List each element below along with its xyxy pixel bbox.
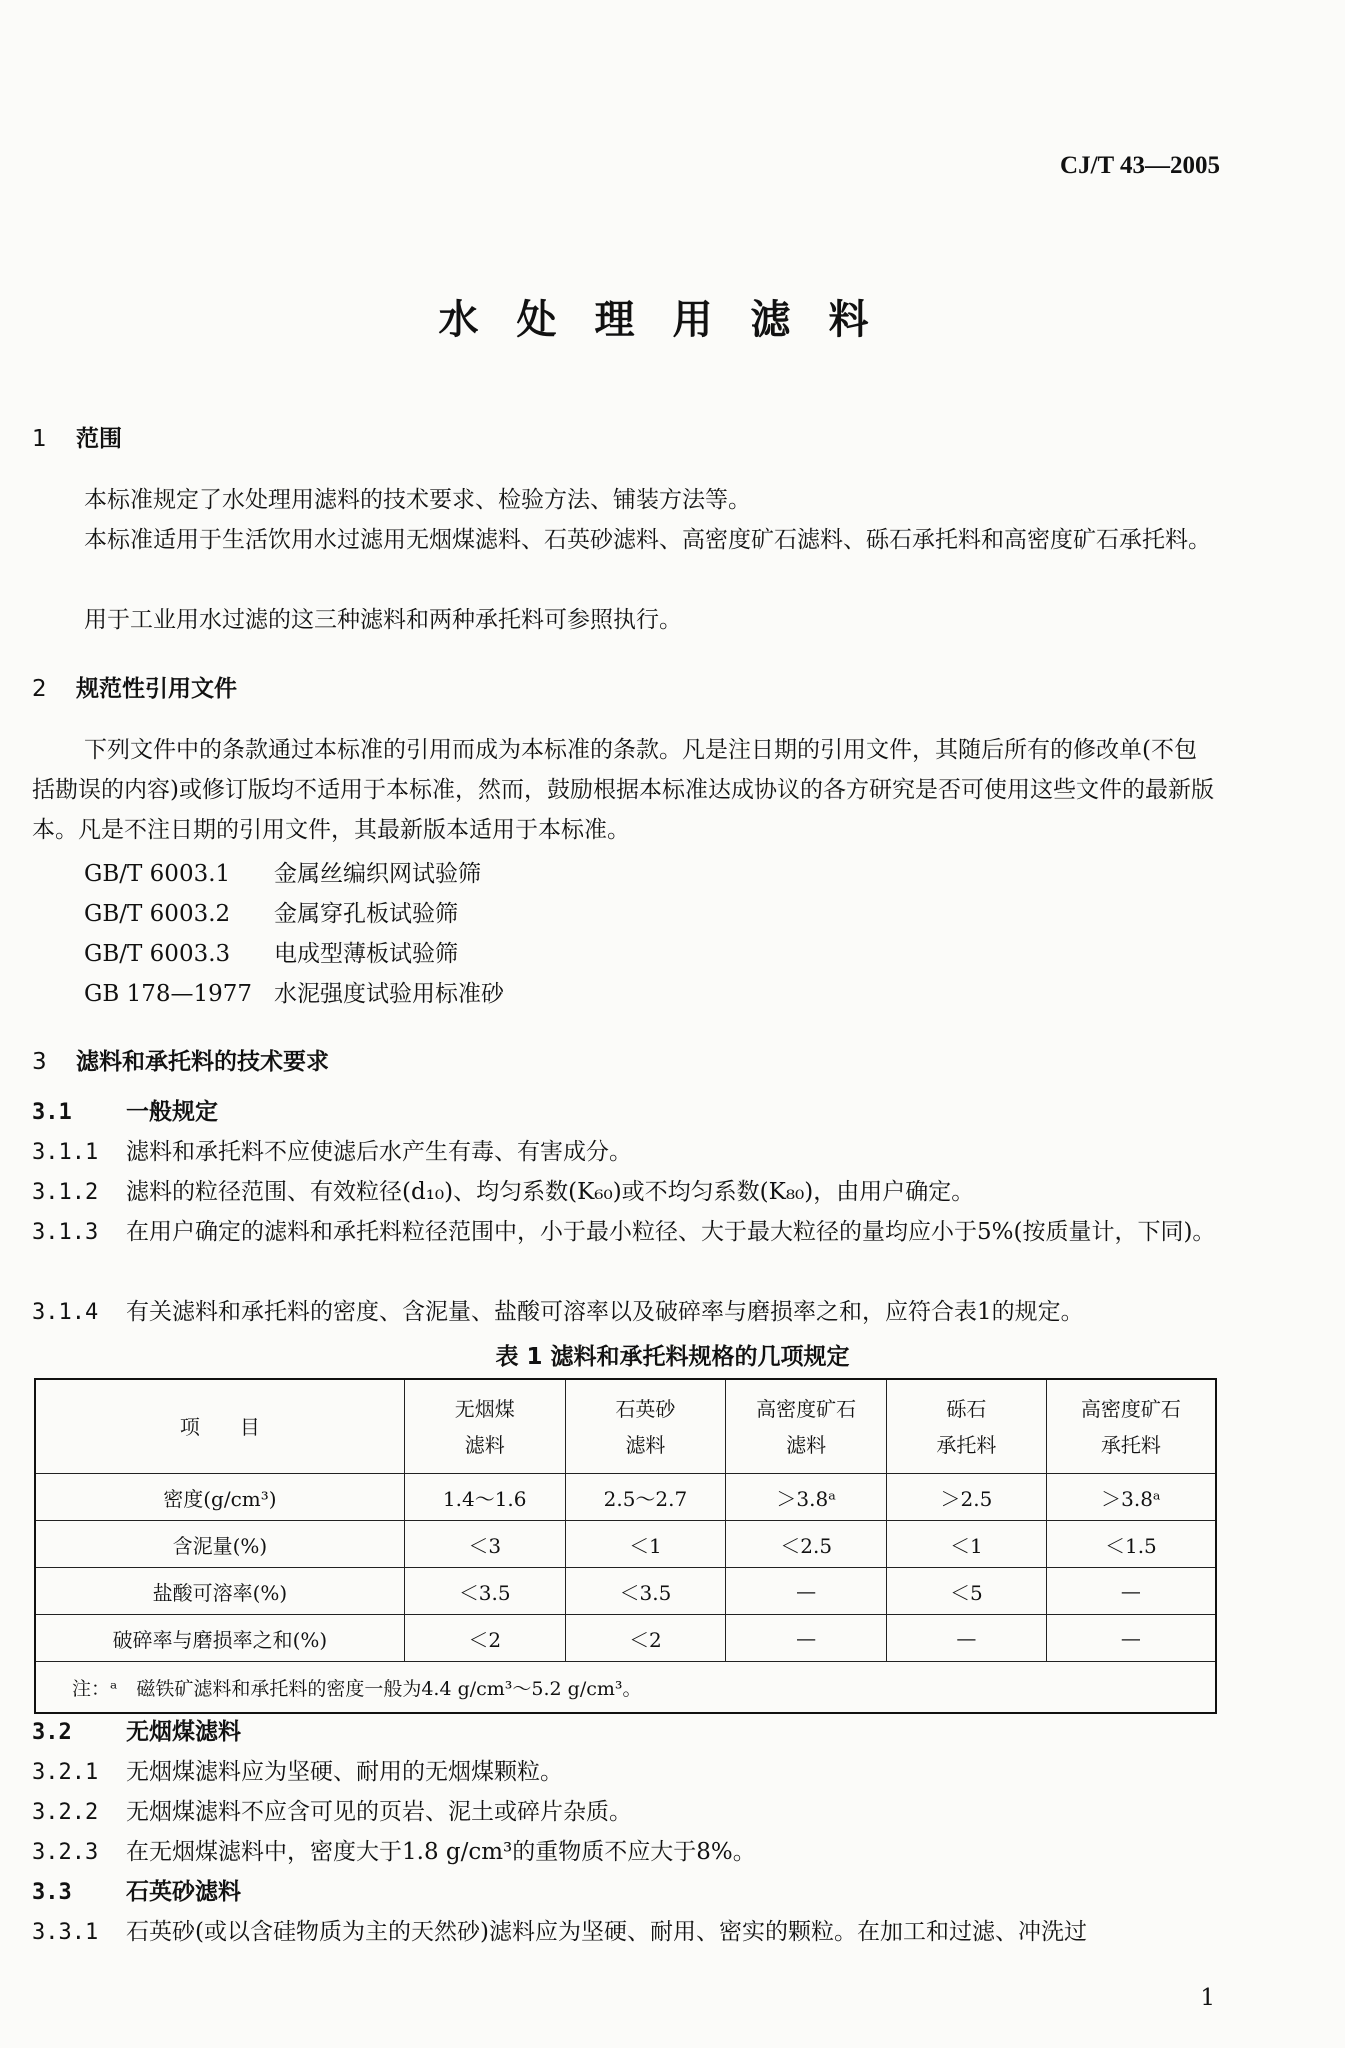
column-header-line: 滤料 (786, 1432, 827, 1457)
column-header-line: 高密度矿石 (1080, 1396, 1181, 1421)
paragraph: 用于工业用水过滤的这三种滤料和两种承托料可参照执行。 (84, 607, 682, 633)
clause-number: 3.1.2 (32, 1180, 99, 1205)
row-label: 密度(g/cm³) (35, 1474, 404, 1521)
section-title: 规范性引用文件 (76, 676, 237, 702)
clause-number: 3.3.1 (32, 1920, 99, 1945)
clause-text: 一般规定 (126, 1099, 218, 1125)
table-cell: — (1046, 1615, 1216, 1662)
reference-item (84, 935, 458, 968)
column-header-line: 承托料 (936, 1432, 997, 1457)
clause-number: 3.1.3 (32, 1220, 99, 1245)
reference-item (84, 855, 481, 888)
reference-code: GB/T 6003.3 (84, 941, 231, 967)
column-header (887, 1379, 1047, 1474)
clause-number: 3.3 (32, 1880, 72, 1905)
clause-text: 有关滤料和承托料的密度、含泥量、盐酸可溶率以及破碎率与磨损率之和，应符合表1的规定。 (126, 1299, 1084, 1325)
clause-number: 3.2.3 (32, 1840, 99, 1865)
section-number: 2 (32, 676, 47, 702)
row-label: 含泥量(%) (35, 1521, 404, 1568)
clause-text: 在用户确定的滤料和承托料粒径范围中，小于最小粒径、大于最大粒径的量均应小于5%(按质量计，下同)。 (126, 1219, 1216, 1245)
paragraph: 本标准适用于生活饮用水过滤用无烟煤滤料、石英砂滤料、高密度矿石滤料、砾石承托料和高密度矿石承托料。 (84, 527, 1211, 553)
clause-number: 3.2.1 (32, 1760, 99, 1785)
document-number: CJ/T 43—2005 (1060, 152, 1220, 179)
column-header (1046, 1379, 1216, 1474)
table-row (35, 1568, 1216, 1615)
table-caption: 表 1 滤料和承托料规格的几项规定 (495, 1344, 850, 1370)
section-title: 滤料和承托料的技术要求 (76, 1049, 329, 1075)
clause-3-1-1 (32, 1132, 1222, 1173)
table-cell: ＞3.8ᵃ (1046, 1474, 1216, 1521)
table-cell: ＜2 (565, 1615, 726, 1662)
clause-text: 无烟煤滤料不应含可见的页岩、泥土或碎片杂质。 (126, 1799, 632, 1825)
clause-text: 滤料和承托料不应使滤后水产生有毒、有害成分。 (126, 1139, 632, 1165)
reference-code: GB 178—1977 (84, 981, 253, 1007)
clause-text: 在无烟煤滤料中，密度大于1.8 g/cm³的重物质不应大于8%。 (126, 1839, 756, 1865)
clause-number: 3.1.1 (32, 1140, 99, 1165)
table-note: 注：ᵃ 磁铁矿滤料和承托料的密度一般为4.4 g/cm³～5.2 g/cm³。 (35, 1662, 1216, 1714)
clause-text: 无烟煤滤料 (126, 1719, 241, 1745)
clause-3-3 (32, 1872, 1222, 1913)
paragraph: 本标准规定了水处理用滤料的技术要求、检验方法、铺装方法等。 (84, 487, 751, 513)
column-header-line: 砾石 (946, 1396, 987, 1421)
clause-3-2-1 (32, 1752, 1222, 1793)
clause-3-1-4 (32, 1292, 1222, 1333)
reference-title: 金属丝编织网试验筛 (274, 861, 481, 887)
reference-title: 电成型薄板试验筛 (274, 941, 458, 967)
clause-text: 无烟煤滤料应为坚硬、耐用的无烟煤颗粒。 (126, 1759, 563, 1785)
table-cell: ＜1 (565, 1521, 726, 1568)
row-label: 盐酸可溶率(%) (35, 1568, 404, 1615)
table-cell: ＜5 (887, 1568, 1047, 1615)
reference-title: 水泥强度试验用标准砂 (274, 981, 504, 1007)
table-cell: ＜2.5 (726, 1521, 887, 1568)
clause-3-1-3 (32, 1212, 1222, 1253)
column-header-item: 项 目 (35, 1379, 404, 1474)
clause-3-1 (32, 1092, 1222, 1133)
clause-number: 3.2 (32, 1720, 72, 1745)
table-cell: ＜1 (887, 1521, 1047, 1568)
row-label: 破碎率与磨损率之和(%) (35, 1615, 404, 1662)
column-header-line: 石英砂 (615, 1396, 676, 1421)
table-cell: ＜3.5 (565, 1568, 726, 1615)
clause-3-2 (32, 1712, 1222, 1753)
table-cell: ＜3 (404, 1521, 565, 1568)
column-header (565, 1379, 726, 1474)
column-header-line: 滤料 (464, 1432, 505, 1457)
column-header-line: 无烟煤 (454, 1396, 515, 1421)
clause-number: 3.1 (32, 1100, 72, 1125)
table-cell: — (887, 1615, 1047, 1662)
table-header-row (35, 1379, 1216, 1474)
table-cell: ＞3.8ᵃ (726, 1474, 887, 1521)
clause-3-2-2 (32, 1792, 1222, 1833)
table-row (35, 1615, 1216, 1662)
clause-text: 石英砂(或以含硅物质为主的天然砂)滤料应为坚硬、耐用、密实的颗粒。在加工和过滤、冲洗过 (126, 1919, 1087, 1945)
table-cell: ＜3.5 (404, 1568, 565, 1615)
section-number: 3 (32, 1049, 47, 1075)
reference-item (84, 975, 504, 1008)
column-header-line: 承托料 (1100, 1432, 1161, 1457)
reference-title: 金属穿孔板试验筛 (274, 901, 458, 927)
section-2-heading (32, 670, 237, 703)
clause-text: 滤料的粒径范围、有效粒径(d₁₀)、均匀系数(K₆₀)或不均匀系数(K₈₀)，由用户确定。 (126, 1179, 975, 1205)
section-3-heading (32, 1043, 329, 1076)
page-title: 水处理用滤料 (438, 297, 907, 343)
table-row (35, 1521, 1216, 1568)
table-cell: 1.4～1.6 (404, 1474, 565, 1521)
reference-code: GB/T 6003.1 (84, 861, 231, 887)
column-header-line: 滤料 (625, 1432, 666, 1457)
clause-number: 3.1.4 (32, 1300, 99, 1325)
table-cell: ＜1.5 (1046, 1521, 1216, 1568)
column-header (404, 1379, 565, 1474)
reference-code: GB/T 6003.2 (84, 901, 231, 927)
paragraph: 下列文件中的条款通过本标准的引用而成为本标准的条款。凡是注日期的引用文件，其随后所有的修改单(不包括勘误的内容)或修订版均不适用于本标准，然而，鼓励根据本标准达成协议的各方研究是否可使用这些文件的最新版本。凡是不注日期的引用文件，其最新版本适用于本标准。 (32, 737, 1214, 843)
table-row (35, 1474, 1216, 1521)
table-cell: — (1046, 1568, 1216, 1615)
table-note-row (35, 1662, 1216, 1714)
clause-3-2-3 (32, 1832, 1222, 1873)
column-header-line: 高密度矿石 (756, 1396, 857, 1421)
clause-text: 石英砂滤料 (126, 1879, 241, 1905)
reference-item (84, 895, 458, 928)
clause-3-1-2 (32, 1172, 1222, 1213)
section-title: 范围 (76, 426, 122, 452)
section-1-heading (32, 420, 122, 453)
table-cell: — (726, 1615, 887, 1662)
table-cell: 2.5～2.7 (565, 1474, 726, 1521)
spec-table (34, 1378, 1217, 1714)
column-header (726, 1379, 887, 1474)
clause-3-3-1 (32, 1912, 1222, 1953)
clause-number: 3.2.2 (32, 1800, 99, 1825)
page-number: 1 (1200, 1985, 1215, 2011)
section-number: 1 (32, 426, 47, 452)
table-cell: ＜2 (404, 1615, 565, 1662)
table-cell: — (726, 1568, 887, 1615)
table-cell: ＞2.5 (887, 1474, 1047, 1521)
